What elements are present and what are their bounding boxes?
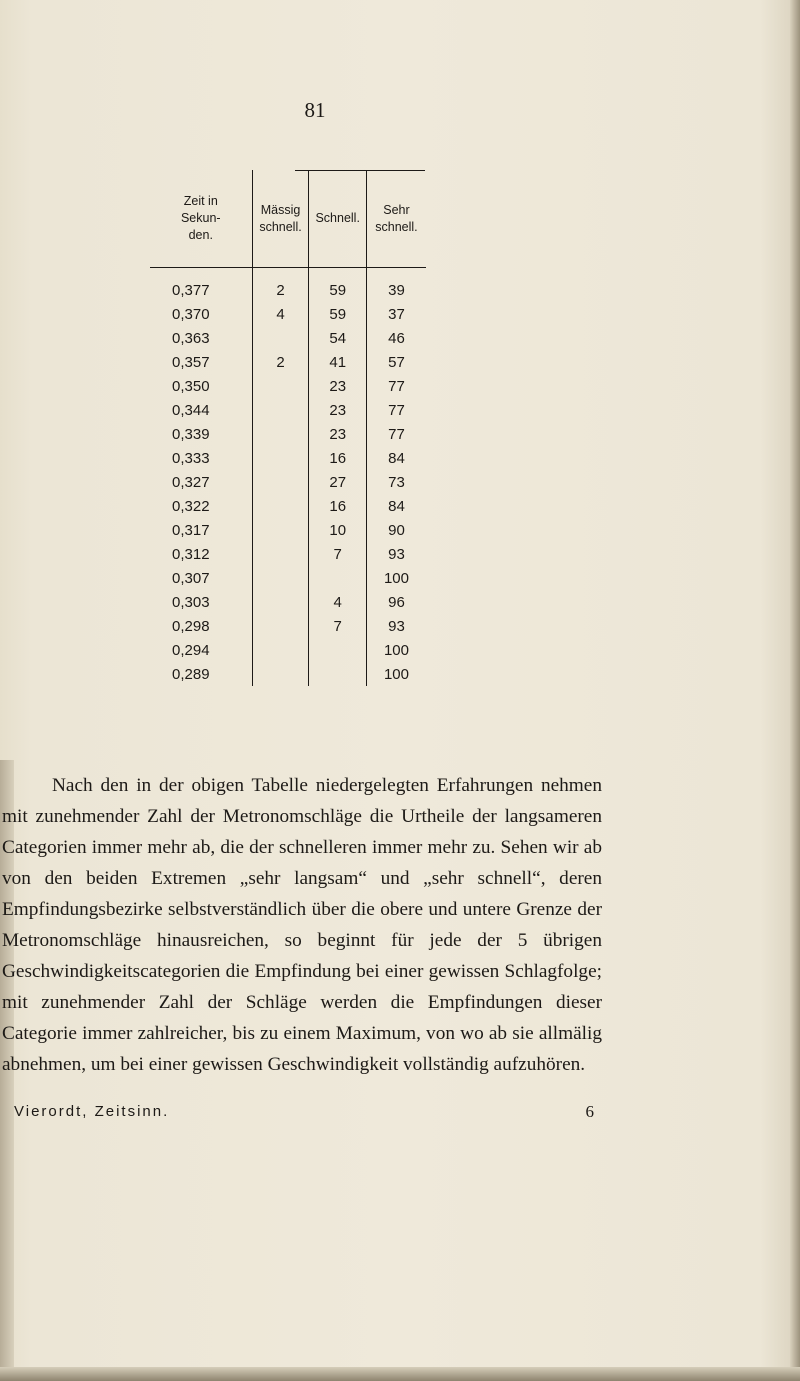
cell-time: 0,312 bbox=[172, 545, 210, 563]
cell-schnell: 23 bbox=[309, 374, 366, 398]
cell-schnell: 23 bbox=[309, 422, 366, 446]
cell-schnell bbox=[309, 638, 366, 662]
table-row bbox=[150, 638, 426, 662]
header-maessig-schnell: Mässig schnell. bbox=[252, 170, 309, 268]
cell-time: 0,370 bbox=[172, 305, 210, 323]
cell-sehr-schnell: 84 bbox=[366, 494, 426, 518]
table-row bbox=[150, 566, 426, 590]
footer bbox=[14, 1103, 594, 1120]
cell-sehr-schnell: 73 bbox=[366, 470, 426, 494]
header-sehr-schnell: Sehr schnell. bbox=[366, 170, 426, 268]
cell-schnell: 59 bbox=[309, 302, 366, 326]
cell-time: 0,363 bbox=[172, 329, 210, 347]
table-row bbox=[150, 494, 426, 518]
cell-time: 0,377 bbox=[172, 281, 210, 299]
cell-sehr-schnell: 37 bbox=[366, 302, 426, 326]
table-row bbox=[150, 470, 426, 494]
cell-schnell: 4 bbox=[309, 590, 366, 614]
table-row bbox=[150, 614, 426, 638]
cell-maessig-schnell bbox=[252, 374, 309, 398]
table-row bbox=[150, 518, 426, 542]
table-row bbox=[150, 268, 426, 303]
cell-time: 0,333 bbox=[172, 449, 210, 467]
cell-maessig-schnell bbox=[252, 518, 309, 542]
cell-maessig-schnell bbox=[252, 398, 309, 422]
page-number: 81 bbox=[304, 98, 326, 122]
cell-maessig-schnell: 2 bbox=[252, 350, 309, 374]
table-row bbox=[150, 398, 426, 422]
cell-schnell bbox=[309, 662, 366, 686]
cell-schnell: 7 bbox=[309, 614, 366, 638]
cell-sehr-schnell: 93 bbox=[366, 542, 426, 566]
sheet-number: 6 bbox=[585, 1102, 594, 1121]
cell-sehr-schnell: 77 bbox=[366, 374, 426, 398]
cell-time: 0,317 bbox=[172, 521, 210, 539]
cell-time: 0,298 bbox=[172, 617, 210, 635]
cell-sehr-schnell: 90 bbox=[366, 518, 426, 542]
table-row bbox=[150, 422, 426, 446]
cell-schnell: 23 bbox=[309, 398, 366, 422]
cell-time: 0,307 bbox=[172, 569, 210, 587]
cell-schnell: 59 bbox=[309, 268, 366, 303]
cell-sehr-schnell: 84 bbox=[366, 446, 426, 470]
cell-maessig-schnell bbox=[252, 614, 309, 638]
body-text: Nach den in der obigen Tabelle niedergelegten Erfahrungen nehmen mit zunehmender Zahl der Metronomschläge die Urtheile der langsameren Categorien immer mehr ab, die der schnelleren immer mehr zu. Sehen wir ab von den beiden Extremen „sehr langsam“ und „sehr schnell“, deren Empfindungsbezirke selbstverständlich über die obere und untere Grenze der Metronomschläge hinausreichen, so beginnt für jede der 5 übrigen Geschwindigkeitscategorien die Empfindung bei einer gewissen Schlagfolge; mit zunehmender Zahl der Schläge werden die Empfindungen dieser Categorie immer zahlreicher, bis zu einem Maximum, von wo ab sie allmälig abnehmen, um bei einer gewissen Geschwindigkeit vollständig aufzuhören. bbox=[2, 775, 602, 1075]
cell-schnell: 10 bbox=[309, 518, 366, 542]
cell-time: 0,339 bbox=[172, 425, 210, 443]
header-schnell: Schnell. bbox=[309, 170, 366, 268]
cell-schnell: 16 bbox=[309, 446, 366, 470]
cell-sehr-schnell: 100 bbox=[366, 638, 426, 662]
cell-maessig-schnell bbox=[252, 566, 309, 590]
cell-time: 0,322 bbox=[172, 497, 210, 515]
page-edge-bottom bbox=[0, 1367, 800, 1381]
cell-time: 0,327 bbox=[172, 473, 210, 491]
running-footer: Vierordt, Zeitsinn. bbox=[14, 1103, 170, 1120]
cell-maessig-schnell bbox=[252, 638, 309, 662]
cell-schnell: 7 bbox=[309, 542, 366, 566]
cell-maessig-schnell bbox=[252, 326, 309, 350]
table-row bbox=[150, 374, 426, 398]
cell-time: 0,289 bbox=[172, 665, 210, 683]
cell-time: 0,350 bbox=[172, 377, 210, 395]
cell-sehr-schnell: 46 bbox=[366, 326, 426, 350]
table-row bbox=[150, 446, 426, 470]
cell-sehr-schnell: 100 bbox=[366, 566, 426, 590]
table-row bbox=[150, 326, 426, 350]
table-row bbox=[150, 542, 426, 566]
cell-sehr-schnell: 57 bbox=[366, 350, 426, 374]
cell-schnell: 27 bbox=[309, 470, 366, 494]
header-time: Zeit in Sekun- den. bbox=[150, 170, 252, 268]
cell-maessig-schnell bbox=[252, 590, 309, 614]
cell-schnell: 54 bbox=[309, 326, 366, 350]
cell-maessig-schnell bbox=[252, 422, 309, 446]
cell-maessig-schnell bbox=[252, 662, 309, 686]
cell-time: 0,344 bbox=[172, 401, 210, 419]
cell-maessig-schnell bbox=[252, 470, 309, 494]
cell-maessig-schnell: 2 bbox=[252, 268, 309, 303]
cell-time: 0,303 bbox=[172, 593, 210, 611]
cell-time: 0,294 bbox=[172, 641, 210, 659]
cell-schnell: 16 bbox=[309, 494, 366, 518]
cell-maessig-schnell bbox=[252, 542, 309, 566]
cell-sehr-schnell: 77 bbox=[366, 422, 426, 446]
table-row bbox=[150, 350, 426, 374]
cell-maessig-schnell: 4 bbox=[252, 302, 309, 326]
cell-schnell: 41 bbox=[309, 350, 366, 374]
table-row bbox=[150, 662, 426, 686]
cell-sehr-schnell: 77 bbox=[366, 398, 426, 422]
cell-time: 0,357 bbox=[172, 353, 210, 371]
cell-maessig-schnell bbox=[252, 494, 309, 518]
table-row bbox=[150, 590, 426, 614]
cell-sehr-schnell: 93 bbox=[366, 614, 426, 638]
page-edge-right bbox=[790, 0, 800, 1381]
data-table bbox=[150, 170, 426, 686]
cell-schnell bbox=[309, 566, 366, 590]
cell-maessig-schnell bbox=[252, 446, 309, 470]
table-row bbox=[150, 302, 426, 326]
cell-sehr-schnell: 96 bbox=[366, 590, 426, 614]
cell-sehr-schnell: 100 bbox=[366, 662, 426, 686]
cell-sehr-schnell: 39 bbox=[366, 268, 426, 303]
body-paragraph bbox=[0, 770, 602, 1080]
